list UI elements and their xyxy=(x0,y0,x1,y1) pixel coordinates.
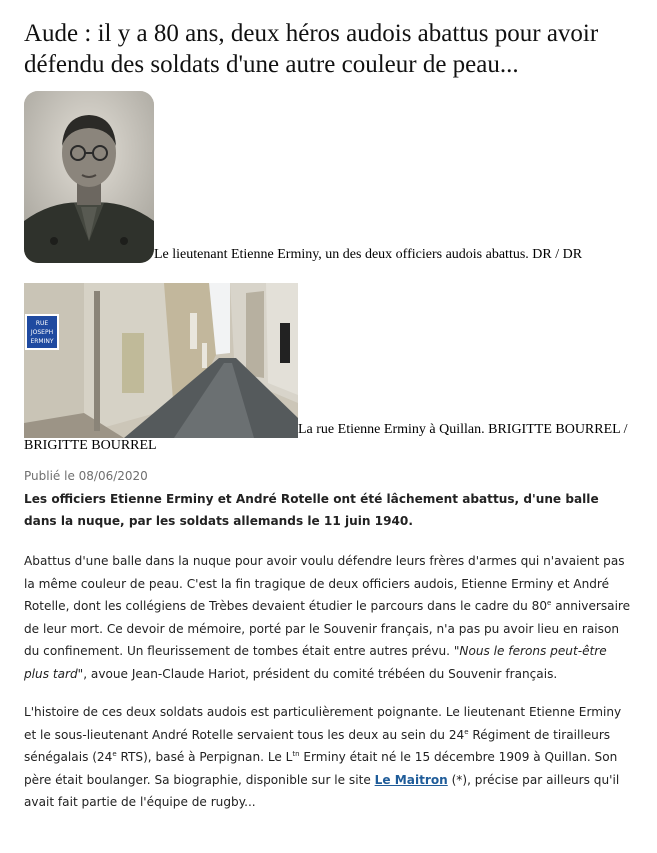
portrait-photo-icon[interactable] xyxy=(24,91,154,263)
article-title: Aude : il y a 80 ans, deux héros audois abattus pour avoir défendu des soldats d'une autre couleur de peau... xyxy=(24,20,599,78)
street-sign-line-2: JOSEPH xyxy=(30,329,54,336)
le-maitron-link[interactable]: Le Maitron xyxy=(374,772,448,787)
street-sign-line-3: ERMINY xyxy=(30,338,54,345)
article-paragraph-1: Abattus d'une balle dans la nuque pour avoir voulu défendre leurs frères d'armes qui n'avaient pas la même couleur de peau. C'est la fin tragique de deux officiers audois, Etienne Erminy et André Rotelle, dont les collégiens de Trèbes devaient étudier le parcours dans le cadre du 80e anniversaire de leur mort. Ce devoir de mémoire, porté par le Souvenir français, n'a pas pu avoir lieu en raison du confinement. Un fleurissement de tombes était entre autres prévu. "Nous le ferons peut-être plus tard", avoue Jean-Claude Hariot, président du comité trébéen du Souvenir français. xyxy=(24,554,631,681)
street-sign-line-1: RUE xyxy=(35,320,49,327)
figure-portrait xyxy=(24,91,633,263)
street-photo-icon[interactable] xyxy=(24,283,298,438)
article-lead: Les officiers Etienne Erminy et André Rotelle ont été lâchement abattus, d'une balle dans la nuque, par les soldats allemands le 11 juin 1940. xyxy=(24,492,599,528)
portrait-caption: Le lieutenant Etienne Erminy, un des deux officiers audois abattus. DR / DR xyxy=(154,247,583,262)
published-date: Publié le 08/06/2020 xyxy=(24,469,148,483)
article-paragraph-2: L'histoire de ces deux soldats audois est particulièrement poignante. Le lieutenant Etienne Erminy et le sous-lieutenant André Rotelle servaient tous les deux au sein du 24e Régiment de tirailleurs sénégalais (24e RTS), basé à Perpignan. Le $L^{tn}$ Erminy était né le 15 décembre 1909 à Quillan. Son père était boulanger. Sa biographie, disponible sur le site Le Maitron (*), précise par ailleurs qu'il avait fait partie de l'équipe de rugby... xyxy=(24,705,622,809)
figure-street xyxy=(24,283,633,454)
street-caption: La rue Etienne Erminy à Quillan. BRIGITTE BOURREL / BRIGITTE BOURREL xyxy=(24,422,628,453)
